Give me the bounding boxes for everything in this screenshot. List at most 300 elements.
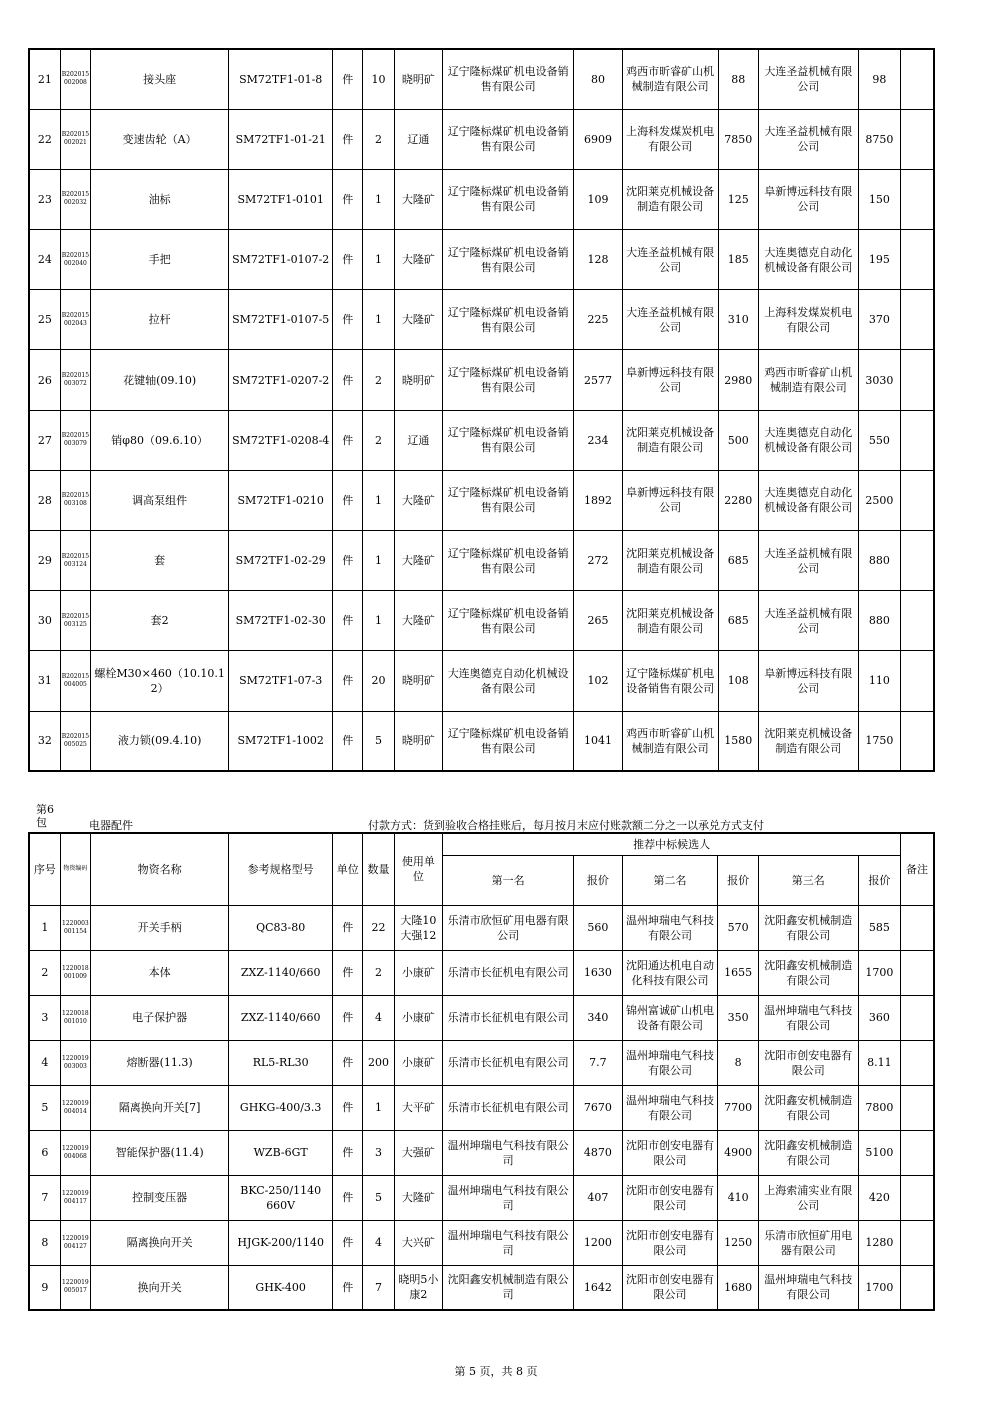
price-second: 125 <box>718 169 758 229</box>
item-remark <box>901 470 934 530</box>
vendor-second: 沈阳市创安电器有限公司 <box>622 1220 718 1265</box>
vendor-third: 温州坤瑞电气科技有限公司 <box>758 995 858 1040</box>
table-row <box>29 290 934 350</box>
vendor-first: 辽宁隆标煤矿机电设备销售有限公司 <box>443 169 574 229</box>
item-site: 晓明矿 <box>394 711 442 771</box>
price-third: 585 <box>858 905 900 950</box>
vendor-third: 大连奥德克自动化机械设备有限公司 <box>758 230 858 290</box>
vendor-third: 大连圣益机械有限公司 <box>758 49 858 109</box>
item-qty: 2 <box>363 109 394 169</box>
item-site: 大隆矿 <box>394 230 442 290</box>
item-no: 23 <box>29 169 60 229</box>
header-qty: 数量 <box>363 833 394 905</box>
table-row <box>29 1130 934 1175</box>
vendor-third: 大连圣益机械有限公司 <box>758 109 858 169</box>
item-code: 1220019 004014 <box>60 1085 90 1130</box>
item-name: 变速齿轮（A） <box>91 109 229 169</box>
item-no: 31 <box>29 651 60 711</box>
item-site: 晓明矿 <box>394 651 442 711</box>
vendor-second: 温州坤瑞电气科技有限公司 <box>622 905 718 950</box>
price-first: 560 <box>574 905 622 950</box>
vendor-second: 温州坤瑞电气科技有限公司 <box>622 1040 718 1085</box>
price-first: 6909 <box>574 109 622 169</box>
header-first: 第一名 <box>443 855 574 905</box>
vendor-second: 沈阳市创安电器有限公司 <box>622 1130 718 1175</box>
table-row <box>29 109 934 169</box>
header-no: 序号 <box>29 833 60 905</box>
price-first: 2577 <box>574 350 622 410</box>
item-remark <box>901 1040 934 1085</box>
item-name: 拉杆 <box>91 290 229 350</box>
item-site: 辽通 <box>394 109 442 169</box>
price-third: 110 <box>858 651 900 711</box>
item-code: B202015 003125 <box>60 591 90 651</box>
header-unit: 单位 <box>333 833 363 905</box>
price-third: 8750 <box>858 109 900 169</box>
vendor-third: 大连圣益机械有限公司 <box>758 591 858 651</box>
vendor-second: 沈阳莱克机械设备制造有限公司 <box>622 169 718 229</box>
item-name: 油标 <box>91 169 229 229</box>
price-third: 195 <box>858 230 900 290</box>
vendor-second: 阜新博远科技有限公司 <box>622 470 718 530</box>
item-remark <box>901 995 934 1040</box>
header-price-3: 报价 <box>858 855 900 905</box>
item-site: 大隆矿 <box>394 470 442 530</box>
table-row <box>29 410 934 470</box>
item-no: 26 <box>29 350 60 410</box>
item-unit: 件 <box>333 1265 363 1310</box>
item-name: 螺栓M30×460（10.10.12） <box>91 651 229 711</box>
item-site: 大隆矿 <box>394 531 442 591</box>
item-code: B202015 002043 <box>60 290 90 350</box>
item-remark <box>901 169 934 229</box>
price-third: 1700 <box>858 1265 900 1310</box>
item-site: 辽通 <box>394 410 442 470</box>
vendor-first: 沈阳鑫安机械制造有限公司 <box>443 1265 574 1310</box>
price-first: 109 <box>574 169 622 229</box>
vendor-third: 沈阳市创安电器有限公司 <box>758 1040 858 1085</box>
price-first: 272 <box>574 531 622 591</box>
item-qty: 2 <box>363 410 394 470</box>
item-spec: SM72TF1-02-29 <box>229 531 333 591</box>
item-site: 小康矿 <box>394 995 442 1040</box>
item-unit: 件 <box>333 531 363 591</box>
price-third: 1750 <box>858 711 900 771</box>
vendor-second: 沈阳市创安电器有限公司 <box>622 1265 718 1310</box>
price-second: 7850 <box>718 109 758 169</box>
vendor-third: 沈阳鑫安机械制造有限公司 <box>758 905 858 950</box>
vendor-first: 乐清市长征机电有限公司 <box>443 950 574 995</box>
price-second: 4900 <box>718 1130 758 1175</box>
price-second: 500 <box>718 410 758 470</box>
item-remark <box>901 711 934 771</box>
item-code: B202015 002032 <box>60 169 90 229</box>
item-code: 1220019 003003 <box>60 1040 90 1085</box>
table-row <box>29 995 934 1040</box>
header-price-1: 报价 <box>574 855 622 905</box>
item-qty: 1 <box>363 230 394 290</box>
price-second: 685 <box>718 531 758 591</box>
item-remark <box>901 350 934 410</box>
vendor-third: 沈阳莱克机械设备制造有限公司 <box>758 711 858 771</box>
item-qty: 2 <box>363 950 394 995</box>
price-third: 7800 <box>858 1085 900 1130</box>
vendor-third: 鸡西市昕睿矿山机械制造有限公司 <box>758 350 858 410</box>
price-third: 3030 <box>858 350 900 410</box>
item-spec: SM72TF1-0210 <box>229 470 333 530</box>
item-code: B202015 004005 <box>60 651 90 711</box>
header-second: 第二名 <box>622 855 718 905</box>
item-unit: 件 <box>333 290 363 350</box>
price-first: 4870 <box>574 1130 622 1175</box>
item-unit: 件 <box>333 651 363 711</box>
item-code: 1220003 001154 <box>60 905 90 950</box>
item-site: 晓明5小 康2 <box>394 1265 442 1310</box>
item-no: 3 <box>29 995 60 1040</box>
item-spec: SM72TF1-0208-4 <box>229 410 333 470</box>
item-site: 大隆矿 <box>394 290 442 350</box>
table-row <box>29 230 934 290</box>
item-spec: SM72TF1-07-3 <box>229 651 333 711</box>
price-first: 102 <box>574 651 622 711</box>
price-second: 108 <box>718 651 758 711</box>
item-spec: SM72TF1-01-8 <box>229 49 333 109</box>
item-no: 27 <box>29 410 60 470</box>
item-remark <box>901 591 934 651</box>
vendor-first: 温州坤瑞电气科技有限公司 <box>443 1130 574 1175</box>
price-second: 1655 <box>718 950 758 995</box>
item-spec: BKC-250/1140 660V <box>229 1175 333 1220</box>
vendor-second: 沈阳莱克机械设备制造有限公司 <box>622 591 718 651</box>
table-row <box>29 651 934 711</box>
price-second: 1580 <box>718 711 758 771</box>
table-row <box>29 169 934 229</box>
price-third: 360 <box>858 995 900 1040</box>
item-spec: SM72TF1-0107-5 <box>229 290 333 350</box>
vendor-second: 沈阳莱克机械设备制造有限公司 <box>622 531 718 591</box>
item-spec: HJGK-200/1140 <box>229 1220 333 1265</box>
item-qty: 5 <box>363 1175 394 1220</box>
package-name: 电器配件 <box>89 819 133 832</box>
item-unit: 件 <box>333 950 363 995</box>
price-third: 880 <box>858 531 900 591</box>
vendor-second: 大连圣益机械有限公司 <box>622 230 718 290</box>
item-code: 1220019 005017 <box>60 1265 90 1310</box>
vendor-first: 辽宁隆标煤矿机电设备销售有限公司 <box>443 711 574 771</box>
item-remark <box>901 230 934 290</box>
price-third: 1700 <box>858 950 900 995</box>
item-unit: 件 <box>333 350 363 410</box>
header-price-2: 报价 <box>718 855 758 905</box>
item-qty: 1 <box>363 470 394 530</box>
item-no: 28 <box>29 470 60 530</box>
item-code: 1220018 001010 <box>60 995 90 1040</box>
item-unit: 件 <box>333 169 363 229</box>
vendor-third: 阜新博远科技有限公司 <box>758 169 858 229</box>
vendor-first: 乐清市长征机电有限公司 <box>443 1040 574 1085</box>
item-site: 小康矿 <box>394 1040 442 1085</box>
item-site: 小康矿 <box>394 950 442 995</box>
vendor-first: 乐清市欣恒矿用电器有限公司 <box>443 905 574 950</box>
header-third: 第三名 <box>758 855 858 905</box>
header-candidates: 推荐中标候选人 <box>443 833 901 855</box>
item-name: 熔断器(11.3) <box>91 1040 229 1085</box>
vendor-second: 沈阳通达机电自动化科技有限公司 <box>622 950 718 995</box>
vendor-third: 阜新博远科技有限公司 <box>758 651 858 711</box>
vendor-third: 上海科发煤炭机电有限公司 <box>758 290 858 350</box>
table-row <box>29 950 934 995</box>
item-unit: 件 <box>333 995 363 1040</box>
item-remark <box>901 109 934 169</box>
vendor-third: 沈阳鑫安机械制造有限公司 <box>758 950 858 995</box>
item-remark <box>901 531 934 591</box>
table-row <box>29 350 934 410</box>
item-code: B202015 002040 <box>60 230 90 290</box>
item-name: 开关手柄 <box>91 905 229 950</box>
item-qty: 3 <box>363 1130 394 1175</box>
header-code: 物资编码 <box>60 833 90 905</box>
item-name: 调高泵组件 <box>91 470 229 530</box>
vendor-second: 沈阳市创安电器有限公司 <box>622 1175 718 1220</box>
vendor-second: 锦州富诚矿山机电设备有限公司 <box>622 995 718 1040</box>
price-third: 1280 <box>858 1220 900 1265</box>
item-remark <box>901 1175 934 1220</box>
item-remark <box>901 1130 934 1175</box>
price-first: 1200 <box>574 1220 622 1265</box>
item-spec: GHK-400 <box>229 1265 333 1310</box>
price-third: 8.11 <box>858 1040 900 1085</box>
item-spec: SM72TF1-0207-2 <box>229 350 333 410</box>
table-row <box>29 1265 934 1310</box>
price-second: 310 <box>718 290 758 350</box>
item-no: 9 <box>29 1265 60 1310</box>
vendor-first: 辽宁隆标煤矿机电设备销售有限公司 <box>443 290 574 350</box>
item-site: 晓明矿 <box>394 350 442 410</box>
vendor-second: 沈阳莱克机械设备制造有限公司 <box>622 410 718 470</box>
page-footer: 第 5 页，共 8 页 <box>454 1365 538 1378</box>
item-name: 液力锁(09.4.10) <box>91 711 229 771</box>
vendor-second: 辽宁隆标煤矿机电设备销售有限公司 <box>622 651 718 711</box>
vendor-third: 大连圣益机械有限公司 <box>758 531 858 591</box>
item-qty: 4 <box>363 995 394 1040</box>
vendor-third: 大连奥德克自动化机械设备有限公司 <box>758 410 858 470</box>
item-qty: 1 <box>363 169 394 229</box>
item-remark <box>901 410 934 470</box>
price-third: 5100 <box>858 1130 900 1175</box>
vendor-second: 大连圣益机械有限公司 <box>622 290 718 350</box>
table-row <box>29 1220 934 1265</box>
price-first: 128 <box>574 230 622 290</box>
price-second: 350 <box>718 995 758 1040</box>
item-spec: SM72TF1-0107-2 <box>229 230 333 290</box>
vendor-second: 上海科发煤炭机电有限公司 <box>622 109 718 169</box>
price-third: 150 <box>858 169 900 229</box>
table-row <box>29 1175 934 1220</box>
item-remark <box>901 1085 934 1130</box>
item-spec: ZXZ-1140/660 <box>229 950 333 995</box>
payment-terms: 付款方式：货到验收合格挂账后，每月按月末应付账款额二分之一以承兑方式支付 <box>368 819 764 832</box>
item-no: 4 <box>29 1040 60 1085</box>
header-site: 使用单位 <box>394 833 442 905</box>
item-no: 25 <box>29 290 60 350</box>
item-unit: 件 <box>333 905 363 950</box>
item-code: B202015 003124 <box>60 531 90 591</box>
vendor-third: 上海索浦实业有限公司 <box>758 1175 858 1220</box>
item-code: 1220018 001009 <box>60 950 90 995</box>
price-second: 88 <box>718 49 758 109</box>
table-row <box>29 49 934 109</box>
table-row <box>29 905 934 950</box>
item-unit: 件 <box>333 470 363 530</box>
item-code: 1220019 004117 <box>60 1175 90 1220</box>
procurement-table-electrical <box>28 832 935 1311</box>
price-third: 370 <box>858 290 900 350</box>
item-site: 大隆矿 <box>394 1175 442 1220</box>
item-unit: 件 <box>333 1085 363 1130</box>
item-name: 接头座 <box>91 49 229 109</box>
table-row <box>29 711 934 771</box>
item-name: 换向开关 <box>91 1265 229 1310</box>
vendor-first: 温州坤瑞电气科技有限公司 <box>443 1175 574 1220</box>
item-spec: GHKG-400/3.3 <box>229 1085 333 1130</box>
item-spec: ZXZ-1140/660 <box>229 995 333 1040</box>
item-unit: 件 <box>333 591 363 651</box>
item-unit: 件 <box>333 49 363 109</box>
vendor-first: 辽宁隆标煤矿机电设备销售有限公司 <box>443 410 574 470</box>
item-unit: 件 <box>333 109 363 169</box>
item-code: B202015 003079 <box>60 410 90 470</box>
price-second: 185 <box>718 230 758 290</box>
item-spec: RL5-RL30 <box>229 1040 333 1085</box>
item-no: 6 <box>29 1130 60 1175</box>
item-code: 1220019 004127 <box>60 1220 90 1265</box>
procurement-table-top <box>28 48 935 772</box>
table-row <box>29 1085 934 1130</box>
price-second: 685 <box>718 591 758 651</box>
item-site: 大隆矿 <box>394 591 442 651</box>
item-qty: 1 <box>363 591 394 651</box>
price-first: 340 <box>574 995 622 1040</box>
price-second: 1680 <box>718 1265 758 1310</box>
vendor-first: 辽宁隆标煤矿机电设备销售有限公司 <box>443 470 574 530</box>
price-first: 225 <box>574 290 622 350</box>
item-no: 29 <box>29 531 60 591</box>
item-no: 1 <box>29 905 60 950</box>
vendor-first: 辽宁隆标煤矿机电设备销售有限公司 <box>443 49 574 109</box>
item-code: B202015 002008 <box>60 49 90 109</box>
item-name: 本体 <box>91 950 229 995</box>
price-second: 2280 <box>718 470 758 530</box>
item-name: 套 <box>91 531 229 591</box>
price-second: 7700 <box>718 1085 758 1130</box>
item-code: B202015 002021 <box>60 109 90 169</box>
item-qty: 200 <box>363 1040 394 1085</box>
item-no: 24 <box>29 230 60 290</box>
item-qty: 1 <box>363 1085 394 1130</box>
header-name: 物资名称 <box>91 833 229 905</box>
table-row <box>29 470 934 530</box>
item-qty: 10 <box>363 49 394 109</box>
item-unit: 件 <box>333 711 363 771</box>
table-row <box>29 591 934 651</box>
price-first: 80 <box>574 49 622 109</box>
price-first: 407 <box>574 1175 622 1220</box>
item-name: 电子保护器 <box>91 995 229 1040</box>
vendor-first: 大连奥德克自动化机械设备有限公司 <box>443 651 574 711</box>
price-third: 880 <box>858 591 900 651</box>
price-second: 2980 <box>718 350 758 410</box>
price-first: 1642 <box>574 1265 622 1310</box>
item-qty: 2 <box>363 350 394 410</box>
price-first: 265 <box>574 591 622 651</box>
item-site: 晓明矿 <box>394 49 442 109</box>
vendor-first: 辽宁隆标煤矿机电设备销售有限公司 <box>443 531 574 591</box>
vendor-third: 乐清市欣恒矿用电器有限公司 <box>758 1220 858 1265</box>
vendor-third: 沈阳鑫安机械制造有限公司 <box>758 1085 858 1130</box>
item-site: 大平矿 <box>394 1085 442 1130</box>
item-no: 5 <box>29 1085 60 1130</box>
price-third: 550 <box>858 410 900 470</box>
item-name: 控制变压器 <box>91 1175 229 1220</box>
item-no: 8 <box>29 1220 60 1265</box>
price-first: 1041 <box>574 711 622 771</box>
vendor-third: 温州坤瑞电气科技有限公司 <box>758 1265 858 1310</box>
price-first: 7670 <box>574 1085 622 1130</box>
header-spec: 参考规格型号 <box>229 833 333 905</box>
item-unit: 件 <box>333 1130 363 1175</box>
item-spec: SM72TF1-01-21 <box>229 109 333 169</box>
item-name: 隔离换向开关[7] <box>91 1085 229 1130</box>
vendor-first: 辽宁隆标煤矿机电设备销售有限公司 <box>443 230 574 290</box>
vendor-first: 辽宁隆标煤矿机电设备销售有限公司 <box>443 109 574 169</box>
item-remark <box>901 290 934 350</box>
item-no: 7 <box>29 1175 60 1220</box>
price-first: 7.7 <box>574 1040 622 1085</box>
item-qty: 20 <box>363 651 394 711</box>
item-site: 大兴矿 <box>394 1220 442 1265</box>
item-remark <box>901 905 934 950</box>
item-site: 大强矿 <box>394 1130 442 1175</box>
item-code: B202015 005025 <box>60 711 90 771</box>
vendor-first: 辽宁隆标煤矿机电设备销售有限公司 <box>443 350 574 410</box>
item-no: 22 <box>29 109 60 169</box>
vendor-third: 大连奥德克自动化机械设备有限公司 <box>758 470 858 530</box>
vendor-first: 温州坤瑞电气科技有限公司 <box>443 1220 574 1265</box>
item-site: 大隆10 大强12 <box>394 905 442 950</box>
price-third: 98 <box>858 49 900 109</box>
item-spec: QC83-80 <box>229 905 333 950</box>
item-no: 30 <box>29 591 60 651</box>
item-remark <box>901 950 934 995</box>
item-remark <box>901 1220 934 1265</box>
item-qty: 5 <box>363 711 394 771</box>
vendor-second: 鸡西市昕睿矿山机械制造有限公司 <box>622 711 718 771</box>
price-second: 1250 <box>718 1220 758 1265</box>
item-code: 1220019 004068 <box>60 1130 90 1175</box>
item-name: 智能保护器(11.4) <box>91 1130 229 1175</box>
item-unit: 件 <box>333 230 363 290</box>
vendor-second: 阜新博远科技有限公司 <box>622 350 718 410</box>
item-code: B202015 003108 <box>60 470 90 530</box>
price-second: 410 <box>718 1175 758 1220</box>
item-name: 销φ80（09.6.10） <box>91 410 229 470</box>
item-remark <box>901 1265 934 1310</box>
item-qty: 1 <box>363 531 394 591</box>
item-name: 花键轴(09.10) <box>91 350 229 410</box>
item-spec: SM72TF1-0101 <box>229 169 333 229</box>
table-row <box>29 1040 934 1085</box>
item-no: 32 <box>29 711 60 771</box>
